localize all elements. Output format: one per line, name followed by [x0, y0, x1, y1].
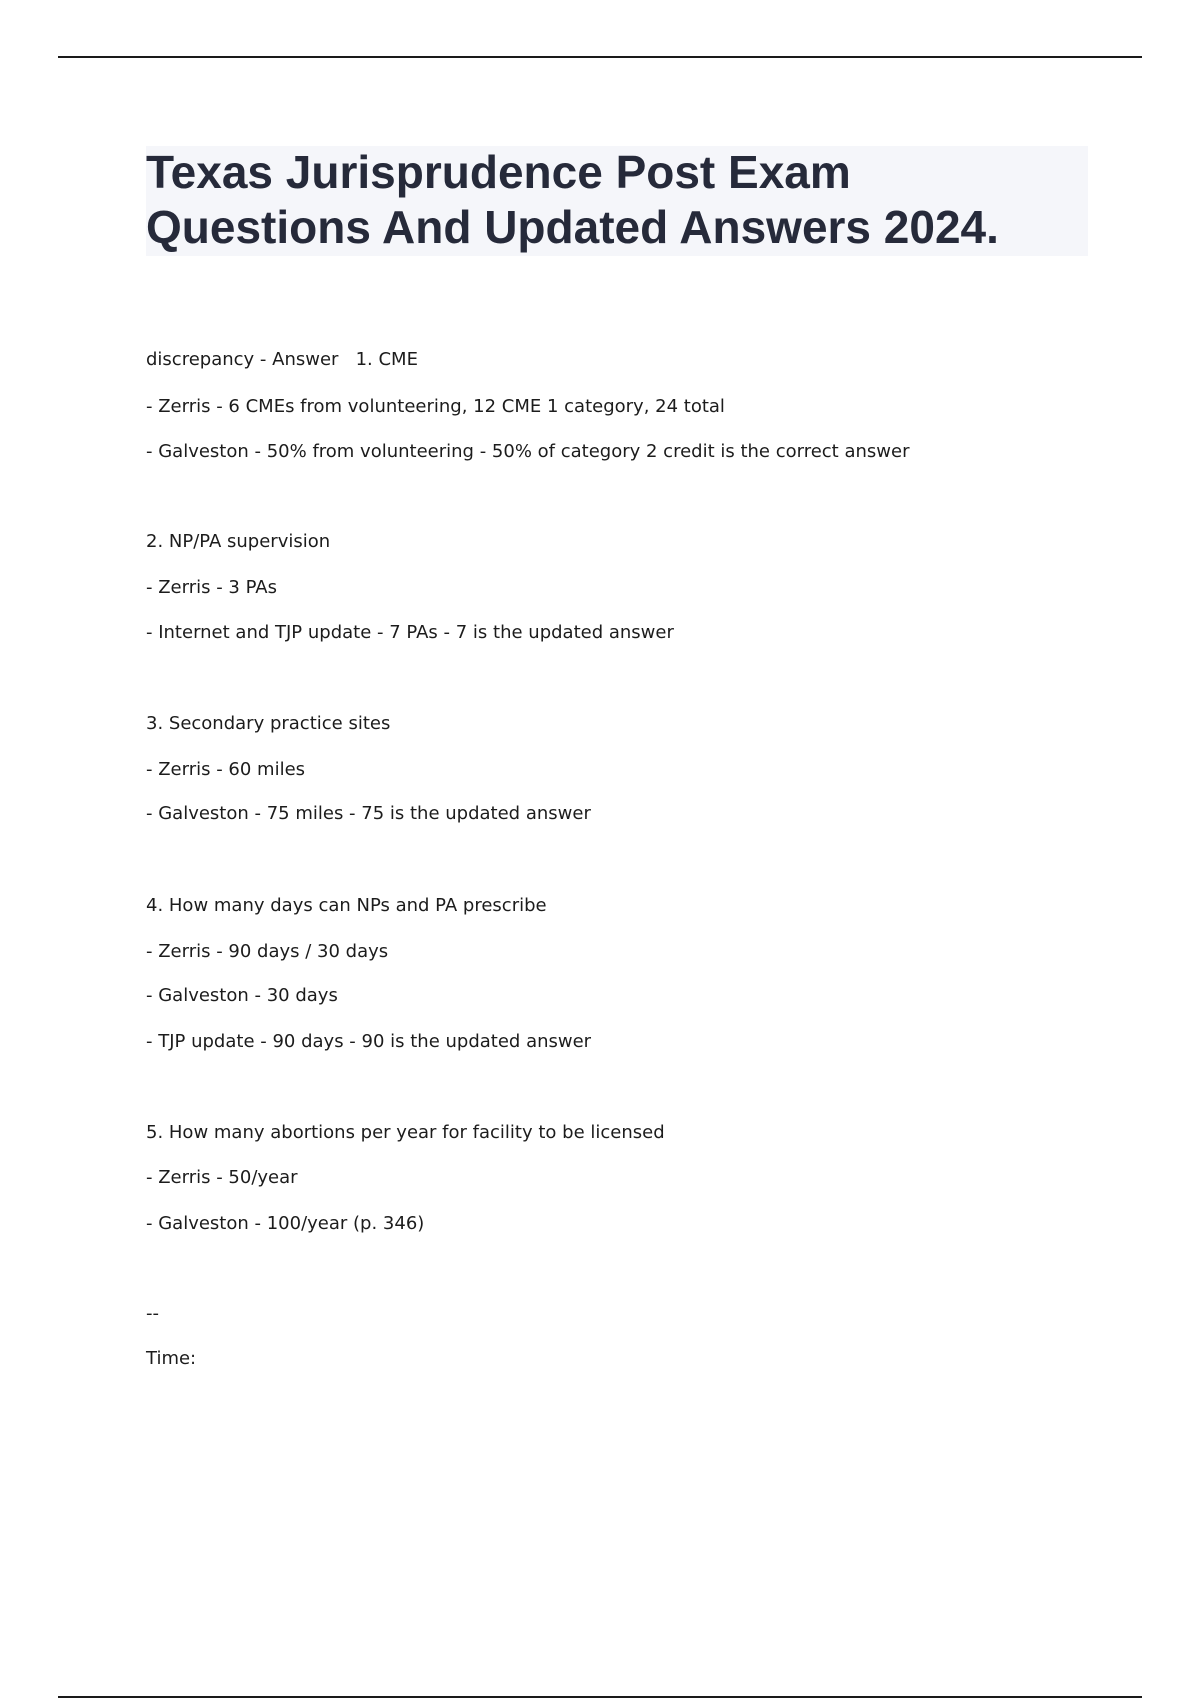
section-heading: 5. How many abortions per year for facility to be licensed — [146, 1122, 665, 1143]
document-title — [146, 146, 1088, 256]
body-line: - Zerris - 50/year — [146, 1167, 298, 1188]
section-heading: 4. How many days can NPs and PA prescribe — [146, 895, 547, 916]
separator-text: -- — [146, 1303, 159, 1324]
section-heading: 2. NP/PA supervision — [146, 531, 331, 552]
title-line-1: Texas Jurisprudence Post Exam — [146, 146, 851, 198]
title-line-2: Questions And Updated Answers 2024. — [146, 201, 999, 253]
body-line: - Internet and TJP update - 7 PAs - 7 is the updated answer — [146, 622, 674, 643]
body-line: - Zerris - 60 miles — [146, 759, 306, 780]
page-bottom-rule — [58, 1696, 1142, 1698]
body-line: - Galveston - 50% from volunteering - 50% of category 2 credit is the correct answer — [146, 441, 910, 462]
section-heading: 3. Secondary practice sites — [146, 713, 391, 734]
body-line: - Galveston - 100/year (p. 346) — [146, 1213, 425, 1234]
body-line: - TJP update - 90 days - 90 is the updated answer — [146, 1031, 592, 1052]
page-top-rule — [58, 56, 1142, 58]
time-label: Time: — [146, 1348, 197, 1369]
body-line: - Zerris - 3 PAs — [146, 577, 277, 598]
discrepancy-heading: discrepancy - Answer 1. CME — [146, 349, 418, 370]
body-line: - Zerris - 90 days / 30 days — [146, 941, 389, 962]
body-line: - Galveston - 30 days — [146, 985, 338, 1006]
body-line: - Zerris - 6 CMEs from volunteering, 12 CME 1 category, 24 total — [146, 396, 725, 417]
body-line: - Galveston - 75 miles - 75 is the updated answer — [146, 803, 591, 824]
